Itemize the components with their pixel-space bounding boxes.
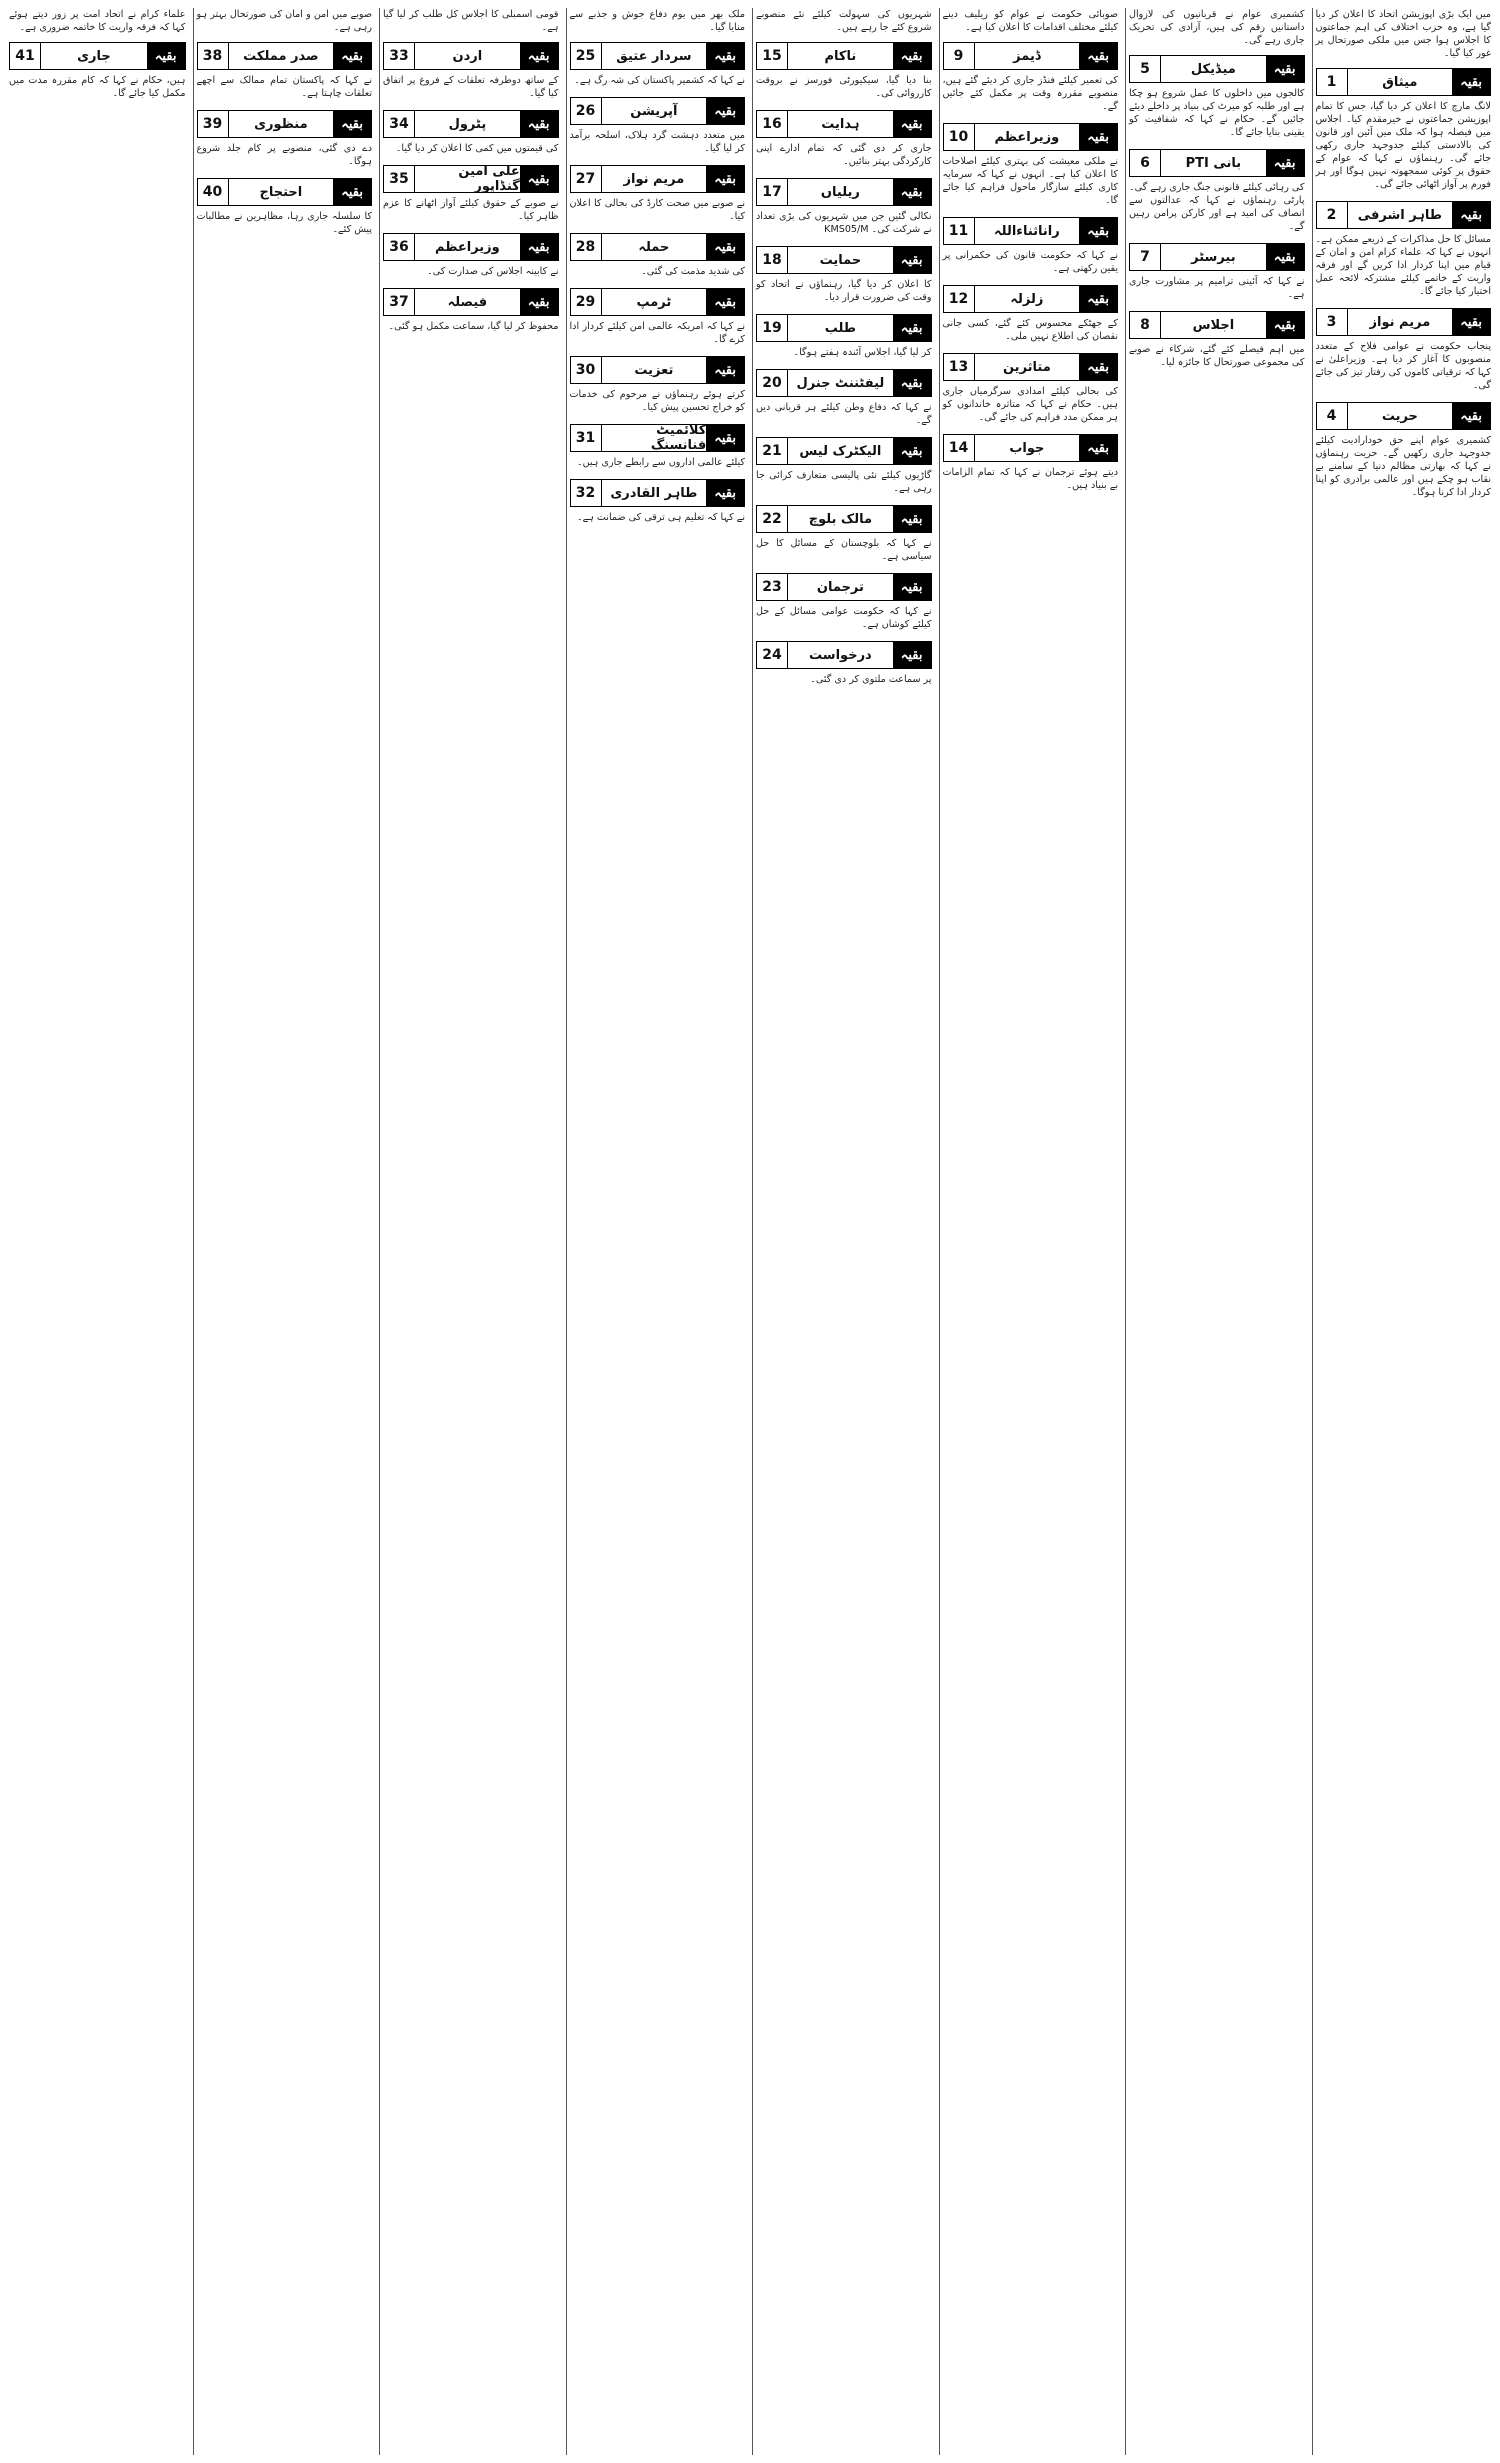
continued-tag: بقیہ: [893, 574, 931, 600]
article-header: [1129, 55, 1305, 83]
article-title: میڈیکل: [1190, 61, 1236, 77]
article-header: [383, 42, 559, 70]
continued-article: [383, 104, 559, 155]
continued-article: [570, 350, 746, 414]
continued-article: [383, 36, 559, 100]
article-body: کر لیا گیا، اجلاس آئندہ ہفتے ہوگا۔: [793, 347, 932, 358]
article-body: نے کہا کہ تعلیم ہی ترقی کی ضمانت ہے۔: [576, 512, 745, 523]
article-number: 11: [944, 218, 975, 244]
article-header: [197, 178, 373, 206]
continued-article: [1129, 143, 1305, 233]
article-number: 36: [384, 234, 415, 260]
continued-article: [570, 91, 746, 155]
article-number: 25: [571, 43, 602, 69]
continued-tag: بقیہ: [147, 43, 185, 69]
article-body: مسائل کا حل مذاکرات کے ذریعے ممکن ہے۔ انہوں نے کہا کہ علماء کرام امن و امان کے قیام میں اپنا کردار ادا کریں گے اور فرقہ واریت کے خاتمے کیلئے مشترکہ لائحہ عمل اختیار کیا جائے گا۔: [1315, 234, 1491, 297]
article-header: [383, 233, 559, 261]
article-header: [756, 505, 932, 533]
column-lead-text: ملک بھر میں یوم دفاع جوش و جذبے سے منایا گیا۔: [569, 9, 745, 33]
article-body: کالجوں میں داخلوں کا عمل شروع ہو چکا ہے اور طلبہ کو میرٹ کی بنیاد پر داخلے دیئے جائیں گے۔ حکام نے کہا کہ شفافیت کو یقینی بنایا جائے گا۔: [1129, 88, 1305, 138]
article-number: 29: [571, 289, 602, 315]
continued-article: [756, 431, 932, 495]
article-header: [943, 217, 1119, 245]
article-body: نے صوبے کے حقوق کیلئے آواز اٹھانے کا عزم ظاہر کیا۔: [383, 198, 559, 222]
article-header: [756, 110, 932, 138]
article-header: [756, 42, 932, 70]
continued-tag: بقیہ: [706, 166, 744, 192]
article-title: مریم نواز: [1369, 314, 1431, 330]
continued-tag: بقیہ: [520, 289, 558, 315]
continued-article: [197, 172, 373, 236]
article-number: 21: [757, 438, 788, 464]
continued-tag: بقیہ: [893, 43, 931, 69]
article-header: [383, 288, 559, 316]
column-lead-text: صوبائی حکومت نے عوام کو ریلیف دینے کیلئے مختلف اقدامات کا اعلان کیا ہے۔: [942, 9, 1118, 33]
continued-tag: بقیہ: [1079, 286, 1117, 312]
article-header: [383, 165, 559, 193]
continued-tag: بقیہ: [706, 43, 744, 69]
article-number: 18: [757, 247, 788, 273]
continued-tag: بقیہ: [706, 234, 744, 260]
article-number: 4: [1317, 403, 1348, 429]
article-title: علی امین گنڈاپور: [458, 164, 520, 194]
article-header: [943, 42, 1119, 70]
continued-tag: بقیہ: [893, 111, 931, 137]
article-number: 27: [571, 166, 602, 192]
article-header: [1129, 311, 1305, 339]
article-body: کی قیمتوں میں کمی کا اعلان کر دیا گیا۔: [395, 143, 559, 154]
article-body: کیلئے عالمی اداروں سے رابطے جاری ہیں۔: [576, 457, 745, 468]
continued-tag: بقیہ: [706, 480, 744, 506]
continued-tag: بقیہ: [706, 98, 744, 124]
article-number: 2: [1317, 202, 1348, 228]
article-header: [570, 233, 746, 261]
continued-article: [756, 36, 932, 100]
article-title: سردار عتیق: [616, 48, 692, 64]
continued-article: [383, 282, 559, 333]
article-title: تعزیت: [634, 362, 674, 378]
continued-tag: بقیہ: [520, 234, 558, 260]
continued-article: [943, 428, 1119, 492]
article-title: بیرسٹر: [1191, 249, 1236, 265]
article-number: 14: [944, 435, 975, 461]
article-number: 28: [571, 234, 602, 260]
article-title: ریلیاں: [820, 184, 860, 200]
continued-tag: بقیہ: [706, 425, 744, 451]
continued-article: [570, 418, 746, 469]
article-title: پٹرول: [448, 116, 487, 132]
article-title: احتجاج: [259, 184, 303, 200]
continued-article: [1129, 49, 1305, 139]
article-number: 33: [384, 43, 415, 69]
article-body: کشمیری عوام اپنے حق خودارادیت کیلئے جدوجہد جاری رکھیں گے۔ حریت رہنماؤں نے کہا کہ بھارتی مظالم دنیا کے سامنے بے نقاب ہو چکے ہیں اور عالمی برادری کو اپنا کردار ادا کرنا ہوگا۔: [1315, 435, 1491, 498]
article-body: نے صوبے میں صحت کارڈ کی بحالی کا اعلان کیا۔: [569, 198, 745, 222]
article-header: [756, 314, 932, 342]
article-header: [1129, 149, 1305, 177]
article-body: کی بحالی کیلئے امدادی سرگرمیاں جاری ہیں۔ حکام نے کہا کہ متاثرہ خاندانوں کو ہر ممکن مدد فراہم کی جائے گی۔: [942, 386, 1118, 423]
article-header: [9, 42, 186, 70]
continued-tag: بقیہ: [1266, 312, 1304, 338]
article-title: جاری: [77, 48, 111, 64]
article-body: گاڑیوں کیلئے نئی پالیسی متعارف کرائی جا رہی ہے۔: [756, 470, 932, 494]
article-title: حریت: [1381, 408, 1418, 424]
article-body: نے کہا کہ بلوچستان کے مسائل کا حل سیاسی ہے۔: [756, 538, 932, 562]
continued-article: [756, 499, 932, 563]
continued-tag: بقیہ: [333, 43, 371, 69]
continued-article: [756, 172, 932, 236]
continued-tag: بقیہ: [893, 642, 931, 668]
continued-tag: بقیہ: [520, 111, 558, 137]
continued-article: [1129, 305, 1305, 369]
news-column: [6, 8, 189, 2455]
continued-article: [756, 635, 932, 686]
article-header: [383, 110, 559, 138]
article-title: اردن: [452, 48, 483, 64]
article-title: زلزلہ: [1010, 291, 1044, 307]
article-number: 24: [757, 642, 788, 668]
article-title: ہدایت: [821, 116, 860, 132]
article-number: 5: [1130, 56, 1161, 82]
continued-article: [197, 104, 373, 168]
article-body: دیتے ہوئے ترجمان نے کہا کہ تمام الزامات بے بنیاد ہیں۔: [942, 467, 1118, 491]
continued-article: [943, 36, 1119, 113]
article-title: ناکام: [824, 48, 857, 64]
continued-article: [756, 363, 932, 427]
continued-tag: بقیہ: [520, 43, 558, 69]
continued-article: [570, 473, 746, 524]
article-header: [1316, 402, 1492, 430]
article-title: آپریشن: [630, 103, 678, 119]
article-title: صدر مملکت: [243, 48, 319, 64]
article-header: [570, 356, 746, 384]
article-number: 9: [944, 43, 975, 69]
article-body: پر سماعت ملتوی کر دی گئی۔: [810, 674, 932, 685]
article-header: [756, 178, 932, 206]
news-column: [752, 8, 935, 2455]
continued-article: [756, 240, 932, 304]
continued-tag: بقیہ: [333, 111, 371, 137]
continued-article: [756, 308, 932, 359]
continued-article: [570, 159, 746, 223]
article-title: مالک بلوچ: [808, 511, 873, 527]
continued-article: [1316, 62, 1492, 191]
article-body: کے ساتھ دوطرفہ تعلقات کے فروغ پر اتفاق کیا گیا۔: [383, 75, 559, 99]
article-title: مریم نواز: [623, 171, 685, 187]
continued-article: [943, 117, 1119, 207]
article-body: نے کہا کہ کشمیر پاکستان کی شہ رگ ہے۔: [574, 75, 745, 86]
continued-tag: بقیہ: [893, 247, 931, 273]
article-number: 23: [757, 574, 788, 600]
article-body: کا سلسلہ جاری رہا، مظاہرین نے مطالبات پیش کئے۔: [196, 211, 372, 235]
article-header: [570, 288, 746, 316]
article-body: کی شدید مذمت کی گئی۔: [641, 266, 745, 277]
column-lead-text: کشمیری عوام نے قربانیوں کی لازوال داستانیں رقم کی ہیں، آزادی کی تحریک جاری رہے گی۔: [1129, 9, 1305, 46]
continued-tag: بقیہ: [1452, 309, 1490, 335]
continued-tag: بقیہ: [520, 166, 558, 192]
news-column: [379, 8, 562, 2455]
column-lead-text: علماء کرام نے اتحاد امت پر زور دیتے ہوئے کہا کہ فرقہ واریت کا خاتمہ ضروری ہے۔: [9, 9, 186, 33]
article-header: [570, 424, 746, 452]
continued-article: [383, 227, 559, 278]
article-number: 13: [944, 354, 975, 380]
article-header: [943, 123, 1119, 151]
continued-article: [9, 36, 186, 100]
column-lead-text: قومی اسمبلی کا اجلاس کل طلب کر لیا گیا ہے۔: [383, 9, 559, 33]
continued-article: [383, 159, 559, 223]
continued-tag: بقیہ: [706, 289, 744, 315]
article-title: طلب: [824, 320, 857, 336]
continued-tag: بقیہ: [1079, 124, 1117, 150]
article-title: متاثرین: [1002, 359, 1051, 375]
article-number: 22: [757, 506, 788, 532]
article-title: حمایت: [819, 252, 862, 268]
article-number: 40: [198, 179, 229, 205]
article-number: 16: [757, 111, 788, 137]
article-title: وزیراعظم: [435, 239, 500, 255]
article-body: نے کہا کہ آئینی ترامیم پر مشاورت جاری ہے۔: [1129, 276, 1305, 300]
article-title: اجلاس: [1192, 317, 1235, 333]
article-number: 12: [944, 286, 975, 312]
article-body: نے کابینہ اجلاس کی صدارت کی۔: [427, 266, 559, 277]
continued-article: [1316, 396, 1492, 499]
continued-tag: بقیہ: [1452, 202, 1490, 228]
column-lead-text: صوبے میں امن و امان کی صورتحال بہتر ہو رہی ہے۔: [196, 9, 372, 33]
column-lead-text: شہریوں کی سہولت کیلئے نئے منصوبے شروع کئے جا رہے ہیں۔: [756, 9, 932, 33]
article-title: ٹرمپ: [636, 294, 672, 310]
article-number: 6: [1130, 150, 1161, 176]
continued-tag: بقیہ: [1079, 354, 1117, 380]
continued-tag: بقیہ: [1079, 218, 1117, 244]
continued-tag: بقیہ: [893, 506, 931, 532]
article-header: [756, 437, 932, 465]
continued-tag: بقیہ: [893, 179, 931, 205]
article-header: [756, 573, 932, 601]
article-number: 10: [944, 124, 975, 150]
continued-article: [943, 211, 1119, 275]
news-column: [566, 8, 749, 2455]
article-title: بانی PTI: [1185, 155, 1242, 171]
continued-article: [943, 279, 1119, 343]
article-title: راناثناءاللہ: [994, 223, 1060, 239]
article-number: 17: [757, 179, 788, 205]
article-title: حملہ: [638, 239, 670, 255]
article-title: درخواست: [809, 647, 872, 663]
article-body: پنجاب حکومت نے عوامی فلاح کے متعدد منصوبوں کا آغاز کر دیا ہے۔ وزیراعلیٰ نے کہا کہ ترقیاتی کاموں کی رفتار تیز کی جائے گی۔: [1315, 341, 1491, 391]
article-body: جاری کر دی گئی کہ تمام ادارے اپنی کارکردگی بہتر بنائیں۔: [756, 143, 932, 167]
article-body: نے کہا کہ دفاع وطن کیلئے ہر قربانی دیں گے۔: [756, 402, 932, 426]
continued-tag: بقیہ: [1266, 150, 1304, 176]
continued-tag: بقیہ: [1452, 403, 1490, 429]
article-header: [1129, 243, 1305, 271]
article-header: [943, 434, 1119, 462]
article-title: میثاق: [1382, 74, 1418, 90]
continued-tag: بقیہ: [706, 357, 744, 383]
article-number: 26: [571, 98, 602, 124]
article-body: محفوظ کر لیا گیا، سماعت مکمل ہو گئی۔: [388, 321, 559, 332]
article-header: [570, 97, 746, 125]
article-body: کی رہائی کیلئے قانونی جنگ جاری رہے گی۔ پارٹی رہنماؤں نے کہا کہ عدالتوں سے انصاف کی امید ہے اور کارکن پرامن رہیں گے۔: [1129, 182, 1305, 232]
continued-article: [197, 36, 373, 100]
continued-article: [570, 227, 746, 278]
article-number: 30: [571, 357, 602, 383]
continued-tag: بقیہ: [1266, 56, 1304, 82]
article-body: نے کہا کہ پاکستان تمام ممالک سے اچھے تعلقات چاہتا ہے۔: [196, 75, 372, 99]
article-number: 7: [1130, 244, 1161, 270]
article-number: 35: [384, 166, 415, 192]
continued-article: [1129, 237, 1305, 301]
article-number: 3: [1317, 309, 1348, 335]
article-header: [197, 110, 373, 138]
news-column: [193, 8, 376, 2455]
article-header: [943, 353, 1119, 381]
article-number: 37: [384, 289, 415, 315]
article-header: [756, 641, 932, 669]
news-column: [1312, 8, 1495, 2455]
article-body: میں اہم فیصلے کئے گئے، شرکاء نے صوبے کی مجموعی صورتحال کا جائزہ لیا۔: [1129, 344, 1305, 368]
article-title: ڈیمز: [1013, 48, 1041, 64]
article-body: کا اعلان کر دیا گیا، رہنماؤں نے اتحاد کو وقت کی ضرورت قرار دیا۔: [756, 279, 932, 303]
article-number: 1: [1317, 69, 1348, 95]
continued-tag: بقیہ: [893, 370, 931, 396]
continued-tag: بقیہ: [893, 315, 931, 341]
continued-article: [756, 567, 932, 631]
article-body: نے کہا کہ حکومت عوامی مسائل کے حل کیلئے کوشاں ہے۔: [756, 606, 932, 630]
article-header: [756, 246, 932, 274]
article-header: [1316, 308, 1492, 336]
article-number: 39: [198, 111, 229, 137]
continued-tag: بقیہ: [893, 438, 931, 464]
article-title: طاہر القادری: [610, 485, 698, 501]
article-body: میں متعدد دہشت گرد ہلاک، اسلحہ برآمد کر لیا گیا۔: [569, 130, 745, 154]
article-body: دے دی گئی، منصوبے پر کام جلد شروع ہوگا۔: [196, 143, 372, 167]
continued-tag: بقیہ: [333, 179, 371, 205]
article-number: 15: [757, 43, 788, 69]
article-number: 19: [757, 315, 788, 341]
article-number: 32: [571, 480, 602, 506]
continued-tag: بقیہ: [1452, 69, 1490, 95]
article-header: [570, 479, 746, 507]
article-number: 31: [571, 425, 602, 451]
article-body: نے کہا کہ حکومت قانون کی حکمرانی پر یقین رکھتی ہے۔: [942, 250, 1118, 274]
continued-tag: بقیہ: [1266, 244, 1304, 270]
article-header: [1316, 68, 1492, 96]
article-title: الیکٹرک لیس: [799, 443, 882, 459]
article-title: منظوری: [254, 116, 308, 132]
continued-tag: بقیہ: [1079, 435, 1117, 461]
article-title: فیصلہ: [447, 294, 488, 310]
article-title: کلائمیٹ فنانسنگ: [650, 423, 707, 453]
article-number: 38: [198, 43, 229, 69]
article-body: کے جھٹکے محسوس کئے گئے، کسی جانی نقصان کی اطلاع نہیں ملی۔: [942, 318, 1118, 342]
article-header: [570, 165, 746, 193]
continued-article: [1316, 302, 1492, 392]
article-header: [943, 285, 1119, 313]
article-number: 41: [10, 43, 41, 69]
article-header: [197, 42, 373, 70]
article-number: 34: [384, 111, 415, 137]
article-title: وزیراعظم: [994, 129, 1060, 145]
continued-tag: بقیہ: [1079, 43, 1117, 69]
article-body: لانگ مارچ کا اعلان کر دیا گیا، جس کا تمام اپوزیشن جماعتوں نے خیرمقدم کیا۔ اجلاس میں فیصلہ ہوا کہ ملک میں آئین اور قانون کی بالادستی کیلئے جدوجہد جاری رکھی جائے گی۔ رہنماؤں نے کہا کہ عوام کے حقوق پر کوئی سمجھوتہ نہیں ہوگا اور ہر فورم پر آواز اٹھائی جائے گی۔: [1315, 101, 1491, 190]
article-header: [570, 42, 746, 70]
article-body: نے ملکی معیشت کی بہتری کیلئے اصلاحات کا اعلان کیا ہے۔ انہوں نے کہا کہ سرمایہ کاری کیلئے سازگار ماحول فراہم کیا جائے گا۔: [942, 156, 1118, 206]
article-body: ہیں، حکام نے کہا کہ کام مقررہ مدت میں مکمل کیا جائے گا۔: [9, 75, 186, 99]
continued-article: [570, 36, 746, 87]
article-body: نے کہا کہ امریکہ عالمی امن کیلئے کردار ادا کرے گا۔: [569, 321, 745, 345]
article-title: جواب: [1009, 440, 1045, 456]
article-number: 20: [757, 370, 788, 396]
article-body: نکالی گئیں جن میں شہریوں کی بڑی تعداد نے شرکت کی۔ KMS05/M: [756, 211, 932, 235]
article-body: کرتے ہوئے رہنماؤں نے مرحوم کی خدمات کو خراج تحسین پیش کیا۔: [569, 389, 745, 413]
article-header: [1316, 201, 1492, 229]
continued-article: [756, 104, 932, 168]
article-body: کی تعمیر کیلئے فنڈز جاری کر دیئے گئے ہیں، منصوبے مقررہ وقت پر مکمل کئے جائیں گے۔: [942, 75, 1118, 112]
news-column: [1125, 8, 1308, 2455]
article-title: ترجمان: [816, 579, 864, 595]
article-header: [756, 369, 932, 397]
continued-article: [1316, 195, 1492, 298]
article-title: لیفٹننٹ جنرل: [796, 375, 885, 391]
column-lead-text: میں ایک بڑی اپوزیشن اتحاد کا اعلان کر دیا گیا ہے، وہ حزب اختلاف کی اہم جماعتوں کا اجلاس ہوا جس میں ملکی صورتحال پر غور کیا گیا۔: [1315, 9, 1491, 59]
news-column: [939, 8, 1122, 2455]
article-body: بنا دیا گیا، سیکیورٹی فورسز نے بروقت کارروائی کی۔: [756, 75, 932, 99]
article-title: طاہر اشرفی: [1357, 207, 1443, 223]
continued-article: [943, 347, 1119, 424]
continued-article: [570, 282, 746, 346]
article-number: 8: [1130, 312, 1161, 338]
